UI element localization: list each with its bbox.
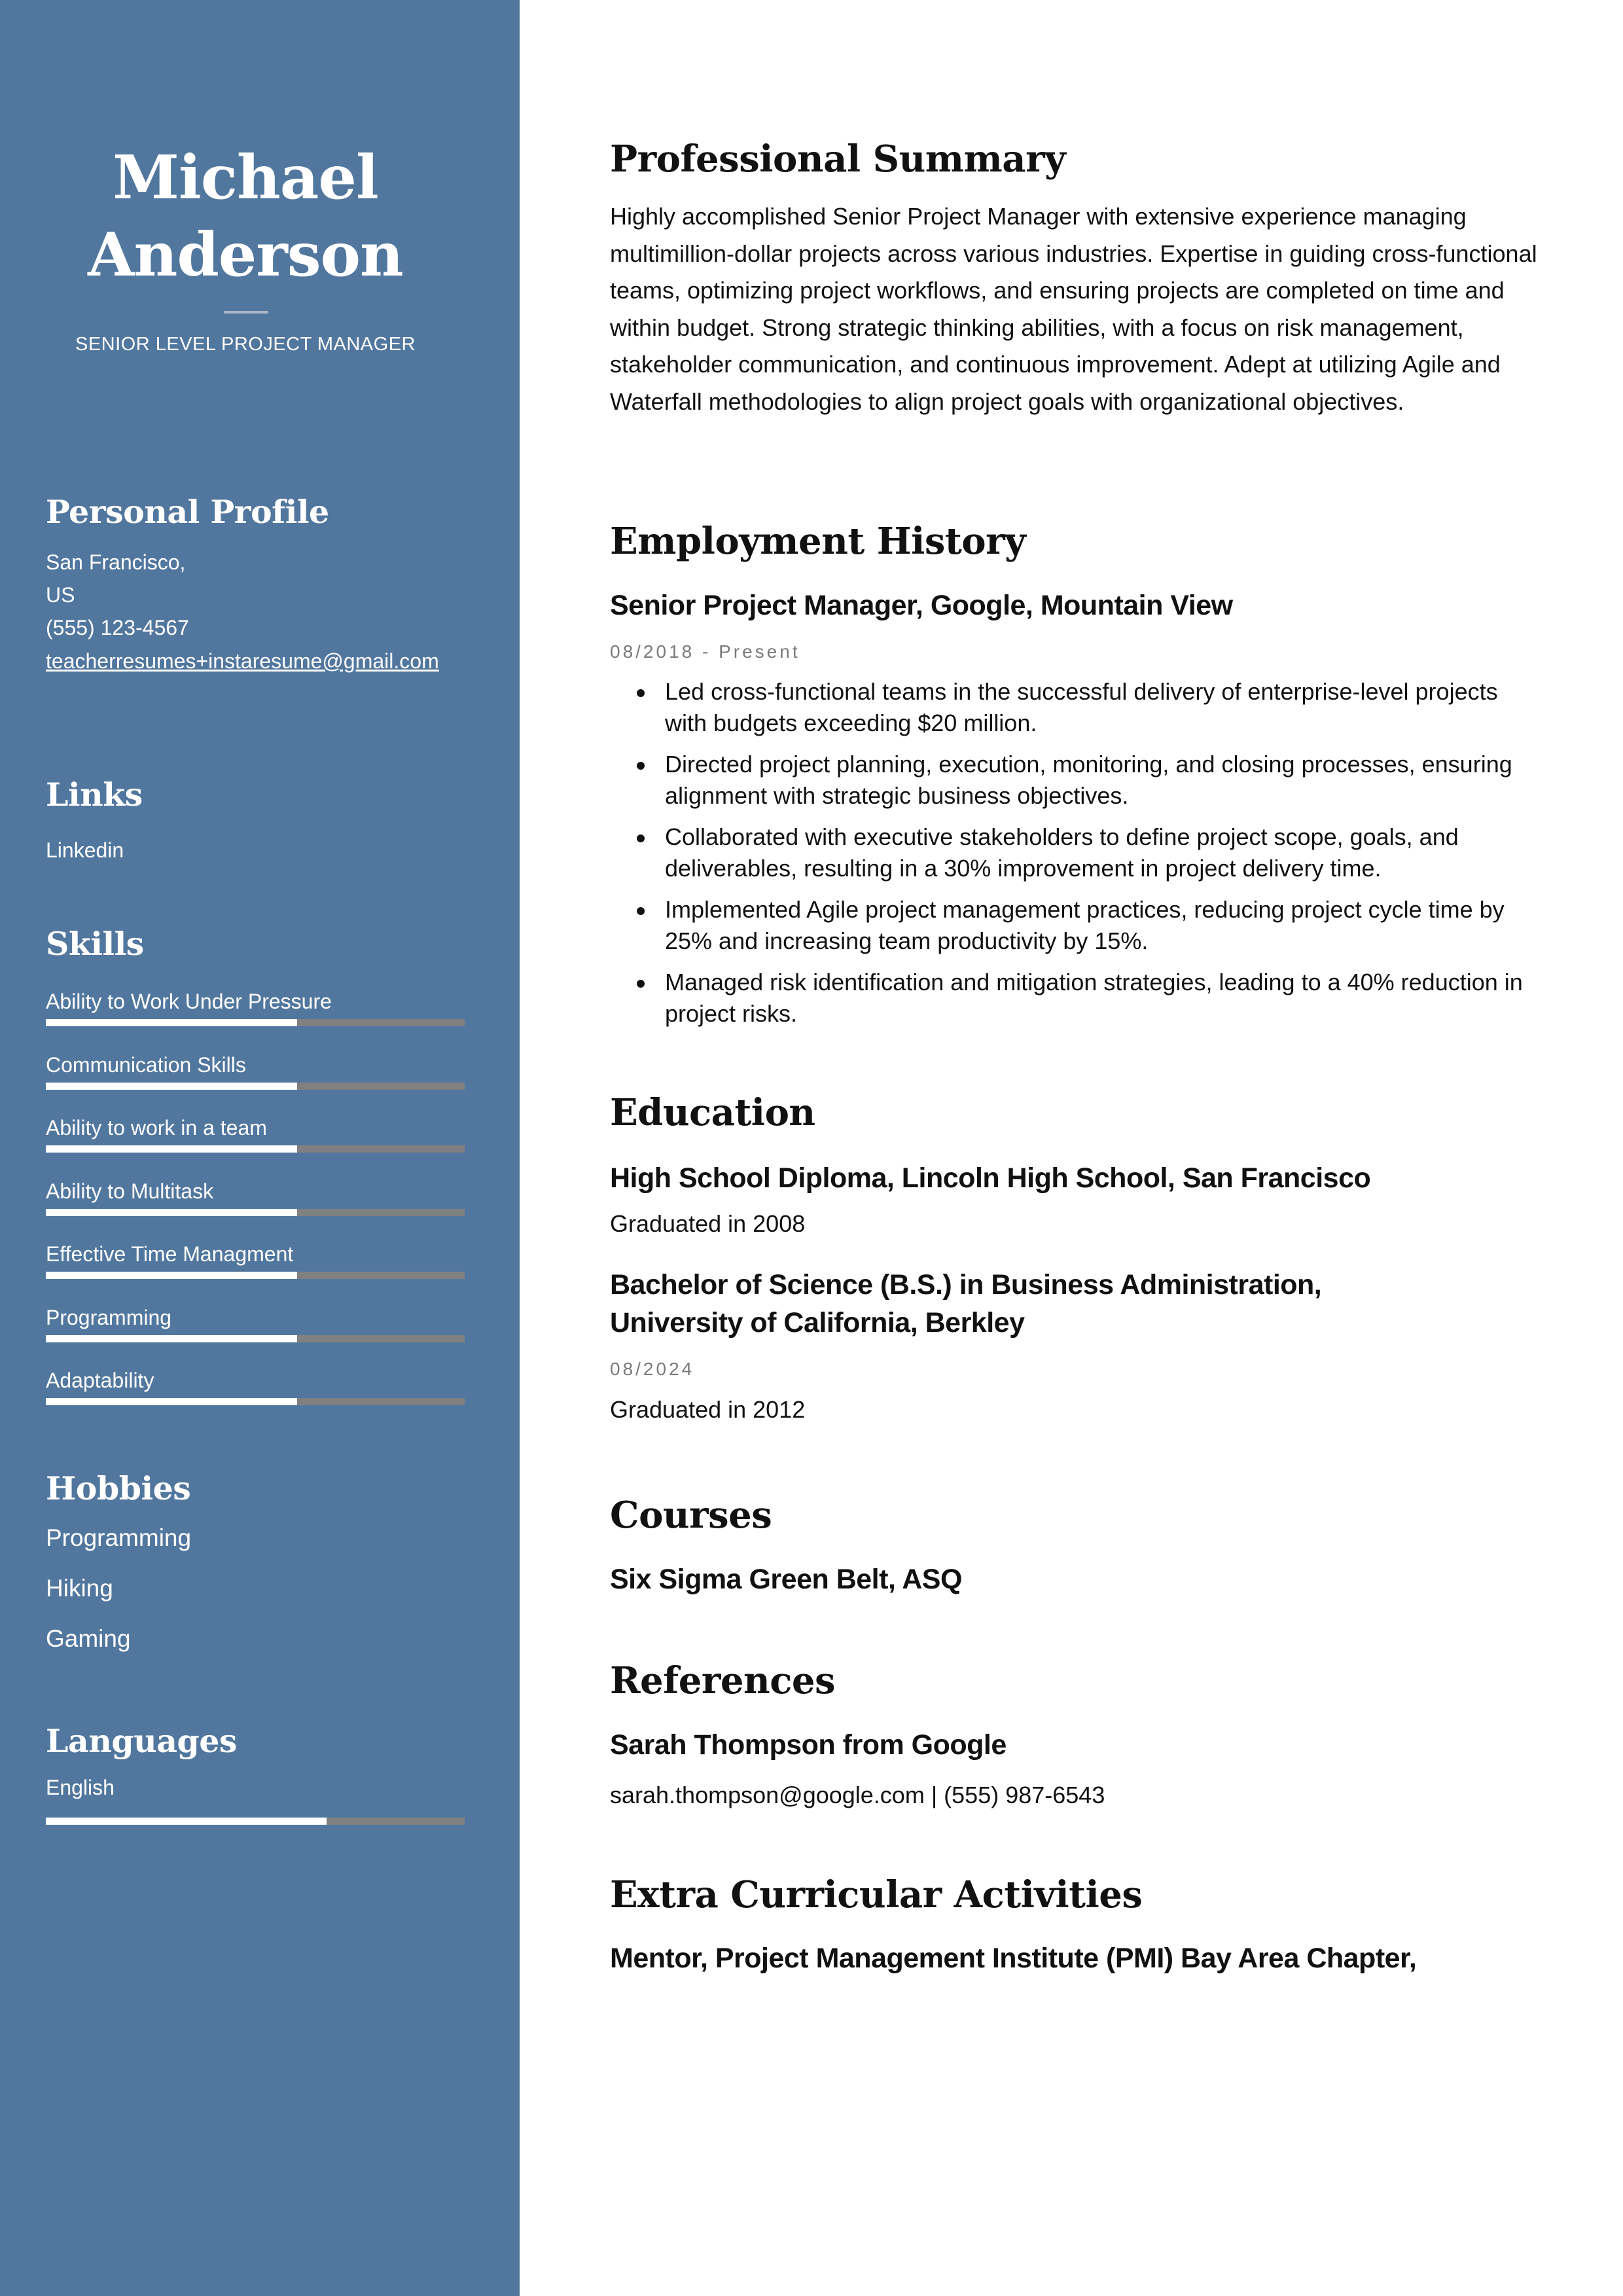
hobby-item: Programming <box>46 1524 192 1551</box>
skills-heading: Skills <box>46 925 144 963</box>
skill-bar-fill <box>46 1083 297 1090</box>
language-label: English <box>46 1776 115 1799</box>
job-title: Senior Project Manager, Google, Mountain View <box>610 590 1233 621</box>
sidebar <box>0 0 520 2296</box>
education-note: Graduated in 2012 <box>610 1396 806 1423</box>
education-date: 08/2024 <box>610 1359 695 1379</box>
education-title-line2: University of California, Berkley <box>610 1307 1025 1338</box>
skill-bar <box>46 1083 465 1090</box>
skill-bar-fill <box>46 1019 297 1026</box>
courses-heading: Courses <box>610 1494 772 1537</box>
bullet-item: Implemented Agile project management practices, reducing project cycle time by 25% and increasing team productivity by 15%. <box>665 894 1535 957</box>
profile-email-link[interactable]: teacherresumes+instaresume@gmail.com <box>46 649 439 673</box>
languages-heading: Languages <box>46 1722 237 1760</box>
profile-phone: (555) 123-4567 <box>46 616 189 639</box>
personal-profile-heading: Personal Profile <box>46 493 329 531</box>
skill-bar-fill <box>46 1209 297 1216</box>
hobby-item: Hiking <box>46 1575 113 1602</box>
name-divider <box>224 311 268 314</box>
education-title: High School Diploma, Lincoln High School, San Francisco <box>610 1162 1371 1194</box>
skill-label: Communication Skills <box>46 1053 246 1077</box>
main-content <box>610 0 1539 2296</box>
extracurricular-item: Mentor, Project Management Institute (PMI) Bay Area Chapter, <box>610 1943 1417 1974</box>
skill-bar <box>46 1272 465 1279</box>
skill-label: Ability to work in a team <box>46 1116 267 1139</box>
reference-contact: sarah.thompson@google.com | (555) 987-6543 <box>610 1782 1105 1808</box>
language-bar-fill <box>46 1818 327 1825</box>
references-heading: References <box>610 1659 835 1702</box>
skill-label: Ability to Multitask <box>46 1179 214 1203</box>
bullet-item: Collaborated with executive stakeholders to define project scope, goals, and deliverables, resulting in a 30% improvement in project delivery time. <box>665 821 1535 884</box>
education-note: Graduated in 2008 <box>610 1210 806 1237</box>
skill-bar-fill <box>46 1272 297 1279</box>
hobby-item: Gaming <box>46 1625 131 1652</box>
profile-country: US <box>46 583 75 607</box>
bullet-item: Managed risk identification and mitigation strategies, leading to a 40% reduction in project risks. <box>665 967 1535 1030</box>
links-heading: Links <box>46 776 143 814</box>
skill-label: Programming <box>46 1306 172 1329</box>
employment-heading: Employment History <box>610 520 1026 563</box>
hobbies-heading: Hobbies <box>46 1469 191 1507</box>
skill-bar <box>46 1145 465 1153</box>
language-bar <box>46 1818 465 1825</box>
linkedin-link[interactable]: Linkedin <box>46 838 124 862</box>
skill-label: Effective Time Managment <box>46 1242 294 1266</box>
skill-bar <box>46 1335 465 1342</box>
name-last: Anderson <box>88 219 403 290</box>
bullet-item: Directed project planning, execution, monitoring, and closing processes, ensuring alignment with strategic business objectives. <box>665 749 1535 812</box>
skill-bar <box>46 1398 465 1405</box>
course-item: Six Sigma Green Belt, ASQ <box>610 1564 962 1595</box>
profile-city: San Francisco, <box>46 550 186 574</box>
education-heading: Education <box>610 1091 815 1134</box>
skill-label: Adaptability <box>46 1369 154 1392</box>
bullet-list <box>610 676 1535 1039</box>
skill-bar <box>46 1209 465 1216</box>
bullet-item: Led cross-functional teams in the successful delivery of enterprise-level projects with budgets exceeding $20 million. <box>665 676 1535 739</box>
skill-label: Ability to Work Under Pressure <box>46 990 332 1013</box>
summary-text: Highly accomplished Senior Project Manager with extensive experience managing multimillion-dollar projects across various industries. Expertise in guiding cross-functional teams, optimizing project workflows, and ensuring projects are completed on time and within budget. Strong strategic thinking abilities, with a focus on risk management, stakeholder communication, and continuous improvement. Adept at utilizing Agile and Waterfall methodologies to align project goals with organizational objectives. <box>610 203 1537 415</box>
skill-bar <box>46 1019 465 1026</box>
job-dates: 08/2018 - Present <box>610 641 800 662</box>
name-first: Michael <box>113 142 378 213</box>
skill-bar-fill <box>46 1335 297 1342</box>
job-title: SENIOR LEVEL PROJECT MANAGER <box>75 334 416 355</box>
extracurricular-heading: Extra Curricular Activities <box>610 1873 1143 1916</box>
skill-bar-fill <box>46 1145 297 1153</box>
summary-heading: Professional Summary <box>610 137 1066 181</box>
education-title-line1: Bachelor of Science (B.S.) in Business Administration, <box>610 1269 1322 1300</box>
skill-bar-fill <box>46 1398 297 1405</box>
reference-name: Sarah Thompson from Google <box>610 1729 1007 1761</box>
